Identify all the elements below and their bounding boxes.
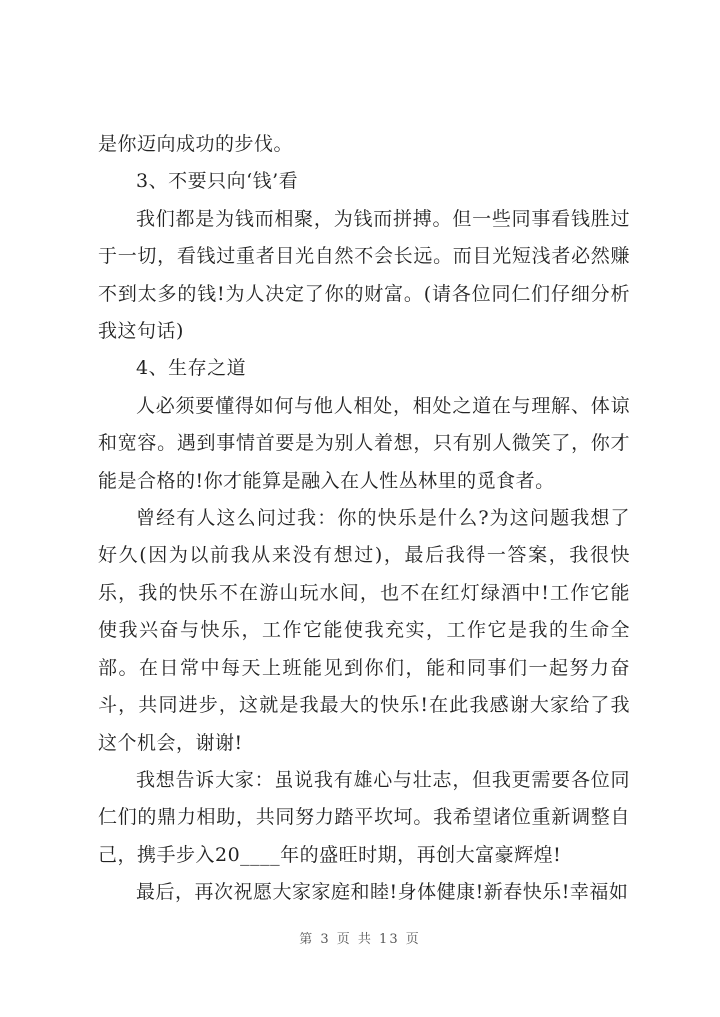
paragraph-survival: 人必须要懂得如何与他人相处，相处之道在与理解、体谅和宽容。遇到事情首要是为别人着想，只有别人微笑了，你才能是合格的!你才能算是融入在人性丛林里的觅食者。 <box>98 394 630 492</box>
section-heading-3: 3、不要只向‘钱’看 <box>136 170 299 193</box>
paragraph-happiness: 曾经有人这么问过我：你的快乐是什么?为这问题我想了好久(因为以前我从来没有想过)，最后我得一答案，我很快乐，我的快乐不在游山玩水间，也不在红灯绿酒中!工作它能使我兴奋与快乐，工作它能使我充实，工作它是我的生命全部。在日常中每天上班能见到你们，能和同事们一起努力奋斗，共同进步，这就是我最大的快乐!在此我感谢大家给了我这个机会，谢谢! <box>98 507 630 754</box>
section-heading-4: 4、生存之道 <box>136 357 247 380</box>
paragraph-money: 我们都是为钱而相聚，为钱而拼搏。但一些同事看钱胜过于一切，看钱过重者目光自然不会长远。而目光短浅者必然赚不到太多的钱!为人决定了你的财富。(请各位同仁们仔细分析我这句话) <box>98 207 630 343</box>
paragraph-message: 我想告诉大家：虽说我有雄心与壮志，但我更需要各位同仁们的鼎力相助，共同努力踏平坎坷。我希望诸位重新调整自己，携手步入20____年的盛旺时期，再创大富豪辉煌! <box>98 768 630 866</box>
paragraph-continuation: 是你迈向成功的步伐。 <box>98 133 294 155</box>
paragraph-closing: 最后，再次祝愿大家家庭和睦!身体健康!新春快乐!幸福如 <box>136 881 629 904</box>
page-number-footer: 第 3 页 共 13 页 <box>299 932 421 947</box>
document-body <box>98 126 630 912</box>
